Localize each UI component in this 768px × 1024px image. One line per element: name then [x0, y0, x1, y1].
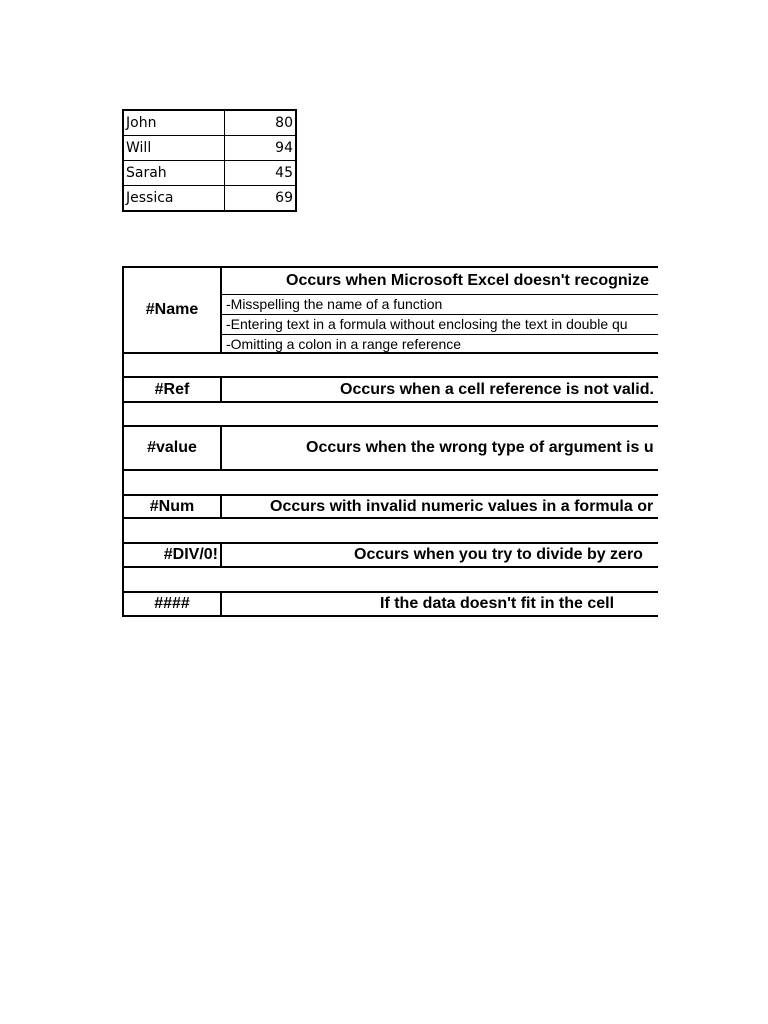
error-description-cell[interactable]: Occurs when you try to divide by zero: [354, 546, 643, 563]
table-row: [123, 186, 296, 212]
error-cause-cell[interactable]: -Omitting a colon in a range reference: [226, 336, 462, 352]
error-cause-cell[interactable]: -Entering text in a formula without enclosing the text in double qu: [222, 314, 658, 335]
error-block-value: [122, 425, 658, 471]
score-cell[interactable]: 94: [225, 136, 297, 161]
error-block-ref: [122, 376, 658, 403]
error-cause-cell[interactable]: -Misspelling the name of a function: [222, 294, 658, 315]
name-cell[interactable]: Will: [123, 136, 225, 161]
spacer-row: [122, 354, 658, 377]
error-code-cell[interactable]: #DIV/0!: [122, 544, 222, 566]
error-description-cell[interactable]: Occurs when a cell reference is not valid.: [340, 380, 654, 398]
error-codes-table: [122, 266, 658, 618]
error-code-cell[interactable]: #Num: [122, 496, 222, 517]
score-cell[interactable]: 45: [225, 161, 297, 186]
score-cell[interactable]: 69: [225, 186, 297, 212]
spacer-row: [122, 519, 658, 543]
error-code-cell[interactable]: #Name: [122, 268, 222, 352]
table-row: [123, 110, 296, 136]
error-block-num: [122, 494, 658, 519]
error-code-cell[interactable]: #Ref: [122, 378, 222, 401]
scores-table: [122, 109, 297, 212]
error-block-name: [122, 266, 658, 354]
table-row: [123, 136, 296, 161]
spacer-row: [122, 568, 658, 592]
table-row: [123, 161, 296, 186]
error-description-cell[interactable]: If the data doesn't fit in the cell: [380, 595, 615, 612]
name-cell[interactable]: Jessica: [123, 186, 225, 212]
score-cell[interactable]: 80: [225, 110, 297, 136]
error-block-hash: [122, 591, 658, 617]
error-description-cell[interactable]: Occurs when the wrong type of argument is u: [306, 439, 654, 456]
error-code-cell[interactable]: #value: [122, 427, 222, 469]
error-description-cell[interactable]: Occurs with invalid numeric values in a formula or: [270, 497, 654, 515]
name-cell[interactable]: John: [123, 110, 225, 136]
error-description-cell[interactable]: Occurs when Microsoft Excel doesn't recognize: [222, 268, 658, 295]
spacer-row: [122, 403, 658, 426]
spacer-row: [122, 471, 658, 495]
name-cell[interactable]: Sarah: [123, 161, 225, 186]
error-code-cell[interactable]: ####: [122, 593, 222, 615]
error-block-div0: [122, 542, 658, 568]
